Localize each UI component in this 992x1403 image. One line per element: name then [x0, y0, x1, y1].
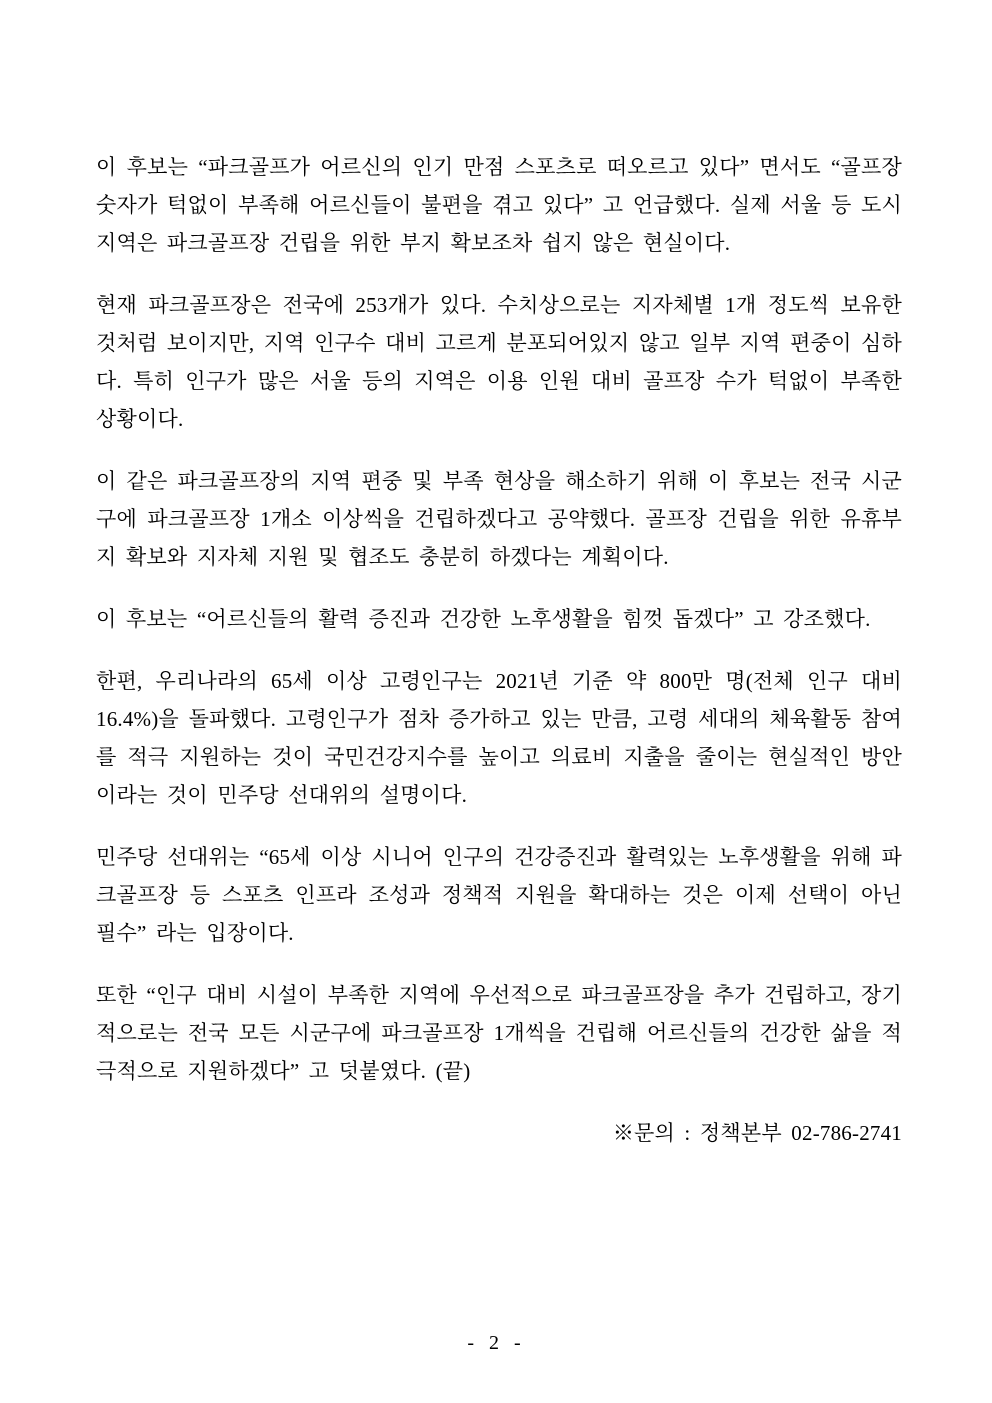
- paragraph-additional-plan: 또한 “인구 대비 시설이 부족한 지역에 우선적으로 파크골프장을 추가 건립하고, 장기적으로는 전국 모든 시군구에 파크골프장 1개씩을 건립해 어르신들의 건강한 삶을 적극적으로 지원하겠다” 고 덧붙였다. (끝): [96, 983, 902, 1083]
- paragraph-candidate-quote-shortage: 이 후보는 “파크골프가 어르신의 인기 만점 스포츠로 떠오르고 있다” 면서도 “골프장 숫자가 턱없이 부족해 어르신들이 불편을 겪고 있다” 고 언급했다. 실제 서울 등 도시 지역은 파크골프장 건립을 위한 부지 확보조차 쉽지 않은 현실이다.: [96, 155, 902, 255]
- paragraph-pledge-construction: 이 같은 파크골프장의 지역 편중 및 부족 현상을 해소하기 위해 이 후보는 전국 시군구에 파크골프장 1개소 이상씩을 건립하겠다고 공약했다. 골프장 건립을 위한 유휴부지 확보와 지자체 지원 및 협조도 충분히 하겠다는 계획이다.: [96, 469, 902, 569]
- page-number: - 2 -: [467, 1332, 525, 1354]
- paragraph-candidate-emphasis: 이 후보는 “어르신들의 활력 증진과 건강한 노후생활을 힘껏 돕겠다” 고 강조했다.: [96, 607, 871, 631]
- paragraph-committee-position: 민주당 선대위는 “65세 이상 시니어 인구의 건강증진과 활력있는 노후생활을 위해 파크골프장 등 스포츠 인프라 조성과 정책적 지원을 확대하는 것은 이제 선택이 아닌 필수” 라는 입장이다.: [96, 845, 902, 945]
- contact-line: ※문의 : 정책본부 02-786-2741: [612, 1121, 902, 1145]
- paragraph-current-course-count: 현재 파크골프장은 전국에 253개가 있다. 수치상으로는 지자체별 1개 정도씩 보유한 것처럼 보이지만, 지역 인구수 대비 고르게 분포되어있지 않고 일부 지역 편중이 심하다. 특히 인구가 많은 서울 등의 지역은 이용 인원 대비 골프장 수가 턱없이 부족한 상황이다.: [96, 293, 902, 431]
- paragraph-elderly-population-stats: 한편, 우리나라의 65세 이상 고령인구는 2021년 기준 약 800만 명(전체 인구 대비 16.4%)을 돌파했다. 고령인구가 점차 증가하고 있는 만큼, 고령 세대의 체육활동 참여를 적극 지원하는 것이 국민건강지수를 높이고 의료비 지출을 줄이는 현실적인 방안이라는 것이 민주당 선대위의 설명이다.: [96, 669, 902, 807]
- document-body: [96, 148, 902, 1176]
